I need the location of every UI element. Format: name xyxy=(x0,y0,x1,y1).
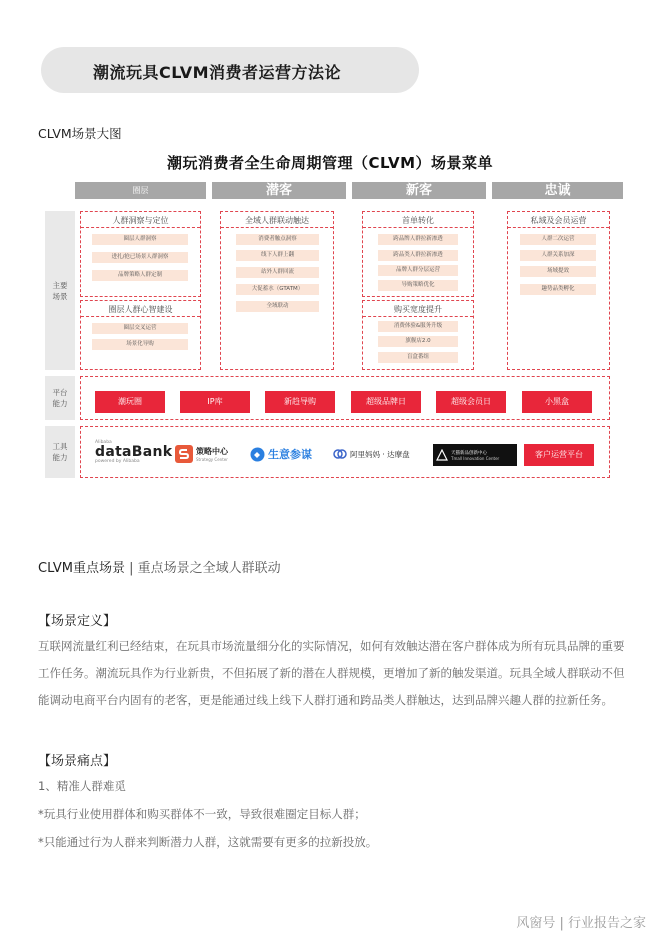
strategy-icon xyxy=(175,445,193,463)
section-key-scenes-title: CLVM重点场景 xyxy=(38,561,126,576)
dharma-logo xyxy=(333,442,410,466)
stage-potential: 潜客 xyxy=(212,182,346,199)
platform-item: 超级品牌日 xyxy=(351,391,421,413)
tag: 趣势品类孵化 xyxy=(520,284,596,295)
platform-item: 潮玩圈 xyxy=(95,391,165,413)
box-private-title: 私域及会员运营 xyxy=(508,215,609,228)
platform-item: 新趋导购 xyxy=(265,391,335,413)
pain-item: *只能通过行为人群来判断潜力人群，这就需要有更多的拉新投放。 xyxy=(38,835,378,849)
tag: 人群关系加深 xyxy=(520,250,596,261)
tmall-cn: 天猫新品创新中心 xyxy=(451,450,487,456)
tag: 人群二次运营 xyxy=(520,234,596,245)
stage-loyal: 忠诚 xyxy=(492,182,623,199)
tag: 导购策略优化 xyxy=(378,280,458,291)
platform-item: 小黑盒 xyxy=(522,391,592,413)
box-first-order xyxy=(362,211,474,297)
header-title-pill xyxy=(41,47,419,93)
section-label-scene-map: CLVM场景大图 xyxy=(38,126,122,141)
definition-paragraph: 互联网流量红利已经结束，在玩具市场流量细分化的实际情况，如何有效触达潜在客户群体成为所有玩具品牌的重要工作任务。潮流玩具作为行业新贵，不但拓展了新的潜在人群规模，更增加了新的触发渠道。玩具全域人群联动不但能调动电商平台内固有的老客，更是能通过线上线下人群打通和跨品类人群触达，达到品牌兴趣人群的拉新任务。 xyxy=(38,639,625,707)
box-upgrade-title: 购买宽度提升 xyxy=(363,304,473,317)
tag: 场景化导购 xyxy=(92,339,188,350)
databank-sub: powered by Alibaba xyxy=(95,459,140,464)
section-key-scenes xyxy=(38,557,281,576)
box-private xyxy=(507,211,610,370)
row-label-tools: 工具能力 xyxy=(45,426,75,478)
strategy-logo xyxy=(175,442,228,466)
stage-new: 新客 xyxy=(352,182,486,199)
strategy-name: 策略中心 xyxy=(196,447,228,456)
alimama-icon xyxy=(333,447,347,461)
diagram-title: 潮玩消费者全生命周期管理（CLVM）场景菜单 xyxy=(166,154,494,172)
tag: 线下人群上翻 xyxy=(236,250,319,261)
definition-heading: 【场景定义】 xyxy=(38,614,117,629)
tag: 圈层交叉运营 xyxy=(92,323,188,334)
row-label-platform: 平台能力 xyxy=(45,376,75,420)
tag: 跨品类人群拉新渗透 xyxy=(378,250,458,261)
box-first-order-title: 首单转化 xyxy=(363,215,473,228)
tag: 消费体验&服务升级 xyxy=(378,321,458,332)
dharma-name: 阿里妈妈 · 达摩盘 xyxy=(350,449,410,459)
row-label-main: 主要场景 xyxy=(45,211,75,370)
watermark: 风窗号 | 行业报告之家 xyxy=(516,916,646,931)
tag: 圈层人群洞察 xyxy=(92,234,188,245)
section-separator: | xyxy=(125,561,138,576)
tag: 旗舰店2.0 xyxy=(378,336,458,347)
shengyi-icon xyxy=(250,447,265,462)
tag: 全域联动 xyxy=(236,301,319,312)
tag: 站外人群回流 xyxy=(236,267,319,278)
tag: 品牌策略人群定制 xyxy=(92,270,188,281)
box-linkage xyxy=(220,211,334,370)
shengyi-logo xyxy=(250,442,312,466)
pain-item: 1、精准人群难觅 xyxy=(38,779,126,793)
tag: 场域提效 xyxy=(520,266,596,277)
customer-ops-platform: 客户运营平台 xyxy=(524,444,594,466)
tmall-en: Tmall Innovation Center xyxy=(451,455,500,461)
tmall-icon xyxy=(436,449,448,461)
shengyi-name: 生意参谋 xyxy=(268,448,312,461)
databank-logo xyxy=(95,440,172,468)
stage-circle: 圈层 xyxy=(75,182,206,199)
tag: 盲盒番组 xyxy=(378,352,458,363)
tag: 大促蓄水（GTATM） xyxy=(236,284,319,295)
tag: 消费者触点洞察 xyxy=(236,234,319,245)
databank-name: dataBank xyxy=(95,444,173,460)
page-title: 潮流玩具CLVM消费者运营方法论 xyxy=(93,63,342,82)
box-core-title: 圈层人群心智建设 xyxy=(81,304,200,317)
platform-item: IP库 xyxy=(180,391,250,413)
pain-item: *玩具行业使用群体和购买群体不一致，导致很难圈定目标人群； xyxy=(38,807,366,821)
box-linkage-title: 全域人群联动触达 xyxy=(221,215,333,228)
section-key-scenes-subtitle: 重点场景之全域人群联动 xyxy=(137,561,281,576)
pain-heading: 【场景痛点】 xyxy=(38,754,117,769)
box-insight xyxy=(80,211,201,297)
box-insight-title: 人群洞察与定位 xyxy=(81,215,200,228)
strategy-sub: Strategy Center xyxy=(196,457,228,462)
box-core xyxy=(80,300,201,370)
tag: 跨品牌人群拉新渗透 xyxy=(378,234,458,245)
tmall-innovation-logo xyxy=(433,444,517,466)
platform-item: 超级会员日 xyxy=(436,391,506,413)
databank-brand: Alibaba xyxy=(95,440,112,445)
tag: 进扎/抢已场景人群洞察 xyxy=(92,252,188,263)
box-upgrade xyxy=(362,300,474,370)
tag: 品牌人群分层运营 xyxy=(378,265,458,276)
